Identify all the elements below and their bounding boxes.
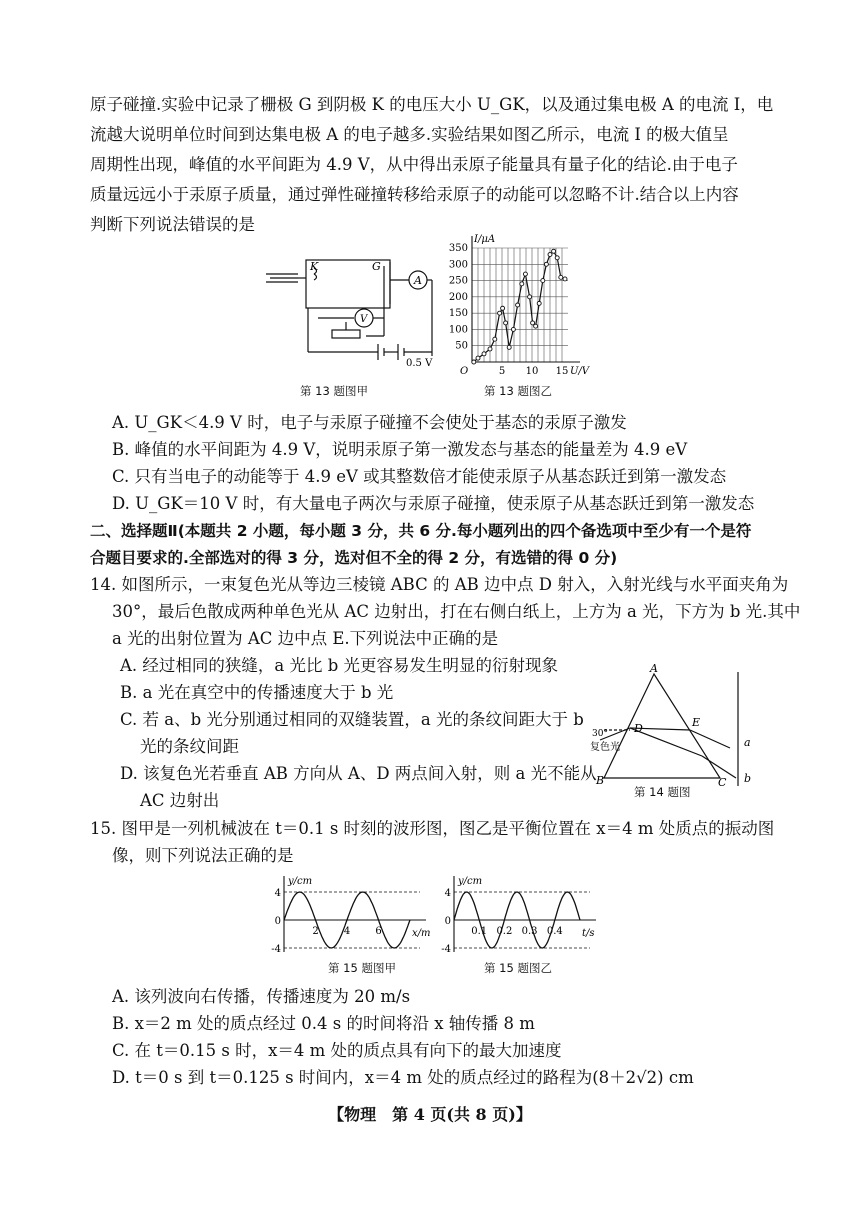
angle-label: 30° xyxy=(592,729,608,739)
y-tick-label: -4 xyxy=(271,944,281,955)
ray-a-label: a xyxy=(744,736,751,749)
fig14-caption: 第 14 题图 xyxy=(634,785,691,799)
fig15a-caption: 第 15 题图甲 xyxy=(328,961,396,975)
q14-option-d: D. 该复色光若垂直 AB 方向从 A、D 两点间入射，则 a 光不能从 xyxy=(120,764,597,783)
y-tick-label: 4 xyxy=(274,888,281,899)
data-point xyxy=(555,256,559,260)
y-tick-label: 50 xyxy=(455,340,468,352)
y-tick-label: -4 xyxy=(441,944,451,955)
q15-option-d: D. t＝0 s 到 t＝0.125 s 时间内，x＝4 m 处的质点经过的路程为(8＋2√2) cm xyxy=(112,1068,694,1087)
q14-option-c: C. 若 a、b 光分别通过相同的双缝装置，a 光的条纹间距大于 b xyxy=(120,710,584,729)
q13-intro-line-3: 周期性出现，峰值的水平间距为 4.9 V，从中得出汞原子能量具有量子化的结论.由于电子 xyxy=(90,155,738,174)
data-point xyxy=(511,327,515,331)
fig13b-caption: 第 13 题图乙 xyxy=(484,384,552,398)
q15-stem-line-2: 像，则下列说法正确的是 xyxy=(112,846,294,865)
data-point xyxy=(563,277,567,281)
q14-option-b: B. a 光在真空中的传播速度大于 b 光 xyxy=(120,683,394,702)
q13-option-c: C. 只有当电子的动能等于 4.9 eV 或其整数倍才能使汞原子从基态跃迁到第一激发态 xyxy=(112,467,727,486)
data-point xyxy=(531,321,535,325)
y-tick-label: 0 xyxy=(274,916,281,927)
origin-label: O xyxy=(460,366,469,377)
x-tick-label: 0.2 xyxy=(496,926,513,937)
label-K: K xyxy=(310,260,319,273)
data-point xyxy=(472,360,476,364)
data-point xyxy=(541,279,545,283)
data-point xyxy=(544,262,548,266)
x-tick-label: 4 xyxy=(343,926,351,937)
prism-figure xyxy=(590,660,770,790)
x-tick-label: 0.4 xyxy=(546,926,563,937)
x-tick-label: 15 xyxy=(555,366,569,377)
waveform-chart xyxy=(270,872,440,957)
current-voltage-chart xyxy=(440,232,615,382)
ray-b-label: b xyxy=(744,772,752,785)
q13-intro-line-5: 判断下列说法错误的是 xyxy=(90,215,255,234)
point-D: D xyxy=(634,722,643,735)
vertex-B: B xyxy=(596,774,605,787)
q15-option-b: B. x＝2 m 处的质点经过 0.4 s 的时间将沿 x 轴传播 8 m xyxy=(112,1014,535,1033)
data-point xyxy=(476,356,480,360)
ammeter-label: A xyxy=(414,274,422,287)
franck-hertz-circuit-diagram xyxy=(258,256,438,371)
q13-option-a: A. U_GK＜4.9 V 时，电子与汞原子碰撞不会使处于基态的汞原子激发 xyxy=(112,413,627,432)
y-axis-label: I/μA xyxy=(474,234,496,245)
data-point xyxy=(507,345,511,349)
section2-header-line-2: 合题目要求的.全部选对的得 3 分，选对但不全的得 2 分，有选错的得 0 分) xyxy=(90,549,618,567)
q14-stem-line-1: 14. 如图所示，一束复色光从等边三棱镜 ABC 的 AB 边中点 D 射入，入射光线与水平面夹角为 xyxy=(90,575,789,594)
q14-stem-line-3: a 光的出射位置为 AC 边中点 E.下列说法中正确的是 xyxy=(112,629,499,648)
data-point xyxy=(523,272,527,276)
y-tick-label: 250 xyxy=(448,275,468,287)
q15-option-a: A. 该列波向右传播，传播速度为 20 m/s xyxy=(112,987,411,1006)
y-tick-label: 4 xyxy=(444,888,451,899)
q14-stem-line-2: 30°，最后色散成两种单色光从 AC 边射出，打在右侧白纸上，上方为 a 光，下方为 b 光.其中 xyxy=(112,602,801,621)
battery-label: 0.5 V xyxy=(406,358,433,369)
data-point xyxy=(516,303,520,307)
x-tick-label: 6 xyxy=(375,926,382,937)
y-tick-label: 0 xyxy=(444,916,451,927)
point-E: E xyxy=(692,716,701,729)
y-axis-label: y/cm xyxy=(458,876,483,887)
section2-header-line-1: 二、选择题Ⅱ(本题共 2 小题，每小题 3 分，共 6 分.每小题列出的四个备选项中至少有一个是符 xyxy=(90,522,752,540)
q15-stem-line-1: 15. 图甲是一列机械波在 t＝0.1 s 时刻的波形图，图乙是平衡位置在 x＝4 m 处质点的振动图 xyxy=(90,819,775,838)
data-point xyxy=(548,253,552,257)
page-footer: 【物理 第 4 页(共 8 页)】 xyxy=(328,1105,532,1124)
x-tick-label: 5 xyxy=(498,366,506,377)
vertex-C: C xyxy=(718,776,727,789)
data-point xyxy=(498,311,502,315)
q13-option-d: D. U_GK＝10 V 时，有大量电子两次与汞原子碰撞，使汞原子从基态跃迁到第一激发态 xyxy=(112,494,755,513)
y-axis-label: y/cm xyxy=(288,876,313,887)
data-point xyxy=(504,321,508,325)
x-tick-label: 2 xyxy=(312,926,319,937)
x-tick-label: 0.1 xyxy=(471,926,488,937)
y-tick-label: 300 xyxy=(448,259,468,271)
x-axis-label: x/m xyxy=(412,928,431,939)
light-label: 复色光 xyxy=(590,742,620,753)
q13-intro-line-1: 原子碰撞.实验中记录了栅极 G 到阴极 K 的电压大小 U_GK，以及通过集电极 A 的电流 I，电 xyxy=(90,95,774,114)
data-point xyxy=(528,295,532,299)
fig15b-caption: 第 15 题图乙 xyxy=(484,961,552,975)
data-point xyxy=(501,306,505,310)
vertex-A: A xyxy=(650,662,658,675)
q15-option-c: C. 在 t＝0.15 s 时，x＝4 m 处的质点具有向下的最大加速度 xyxy=(112,1041,562,1060)
label-G: G xyxy=(372,260,381,273)
vibration-chart xyxy=(440,872,610,957)
y-tick-label: 150 xyxy=(448,308,468,320)
data-point xyxy=(559,275,563,279)
x-axis-label: U/V xyxy=(570,366,590,377)
q13-intro-line-4: 质量远远小于汞原子质量，通过弹性碰撞转移给汞原子的动能可以忽略不计.结合以上内容 xyxy=(90,185,739,204)
x-axis-label: t/s xyxy=(582,928,595,939)
q14-option-c-cont: 光的条纹间距 xyxy=(140,737,239,756)
q14-option-a: A. 经过相同的狭缝，a 光比 b 光更容易发生明显的衍射现象 xyxy=(120,656,559,675)
x-tick-label: 0.3 xyxy=(521,926,538,937)
x-tick-label: 10 xyxy=(525,366,539,377)
voltmeter-label: V xyxy=(360,314,368,325)
data-point xyxy=(537,301,541,305)
data-point xyxy=(493,337,497,341)
y-tick-label: 350 xyxy=(448,243,468,254)
q13-option-b: B. 峰值的水平间距为 4.9 V，说明汞原子第一激发态与基态的能量差为 4.9 eV xyxy=(112,440,688,459)
data-point xyxy=(488,347,492,351)
data-point xyxy=(552,249,556,253)
y-tick-label: 200 xyxy=(448,291,468,303)
q14-option-d-cont: AC 边射出 xyxy=(140,791,220,810)
data-point xyxy=(520,282,524,286)
data-point xyxy=(534,324,538,328)
data-point xyxy=(482,352,486,356)
fig13a-caption: 第 13 题图甲 xyxy=(300,384,368,398)
y-tick-label: 100 xyxy=(448,324,468,336)
q13-intro-line-2: 流越大说明单位时间到达集电极 A 的电子越多.实验结果如图乙所示，电流 I 的极大值呈 xyxy=(90,125,729,144)
